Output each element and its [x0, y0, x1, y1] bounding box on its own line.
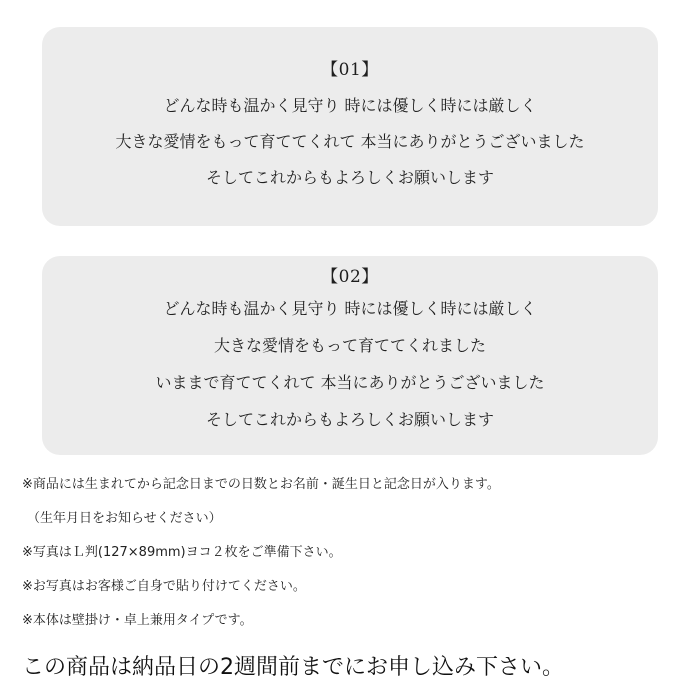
- card-line: いままで育ててくれて 本当にありがとうございました: [155, 373, 545, 392]
- card-number: 【01】: [321, 60, 379, 80]
- card-line: 大きな愛情をもって育ててくれて 本当にありがとうございました: [115, 132, 585, 151]
- note-line: ※お写真はお客様ご自身で貼り付けてください。: [22, 579, 306, 594]
- note-line: ※本体は壁掛け・卓上兼用タイプです。: [22, 613, 253, 628]
- card-line: 大きな愛情をもって育ててくれました: [213, 336, 486, 355]
- message-card-02: [42, 256, 658, 455]
- card-line: そしてこれからもよろしくお願いします: [205, 168, 494, 187]
- message-card-01: [42, 27, 658, 226]
- notes-list: [22, 476, 682, 646]
- note-line: （生年月日をお知らせください）: [27, 511, 222, 526]
- card-line: どんな時も温かく見守り 時には優しく時には厳しく: [163, 96, 537, 115]
- note-line: ※写真はＬ判(127×89mm)ヨコ２枚をご準備下さい。: [22, 545, 342, 560]
- card-line: どんな時も温かく見守り 時には優しく時には厳しく: [163, 299, 537, 318]
- card-number: 【02】: [321, 267, 379, 287]
- note-line: ※商品には生まれてから記念日までの日数とお名前・誕生日と記念日が入ります。: [22, 477, 500, 492]
- card-line: そしてこれからもよろしくお願いします: [205, 410, 494, 429]
- order-deadline-notice: この商品は納品日の2週間前までにお申し込み下さい。: [22, 655, 564, 680]
